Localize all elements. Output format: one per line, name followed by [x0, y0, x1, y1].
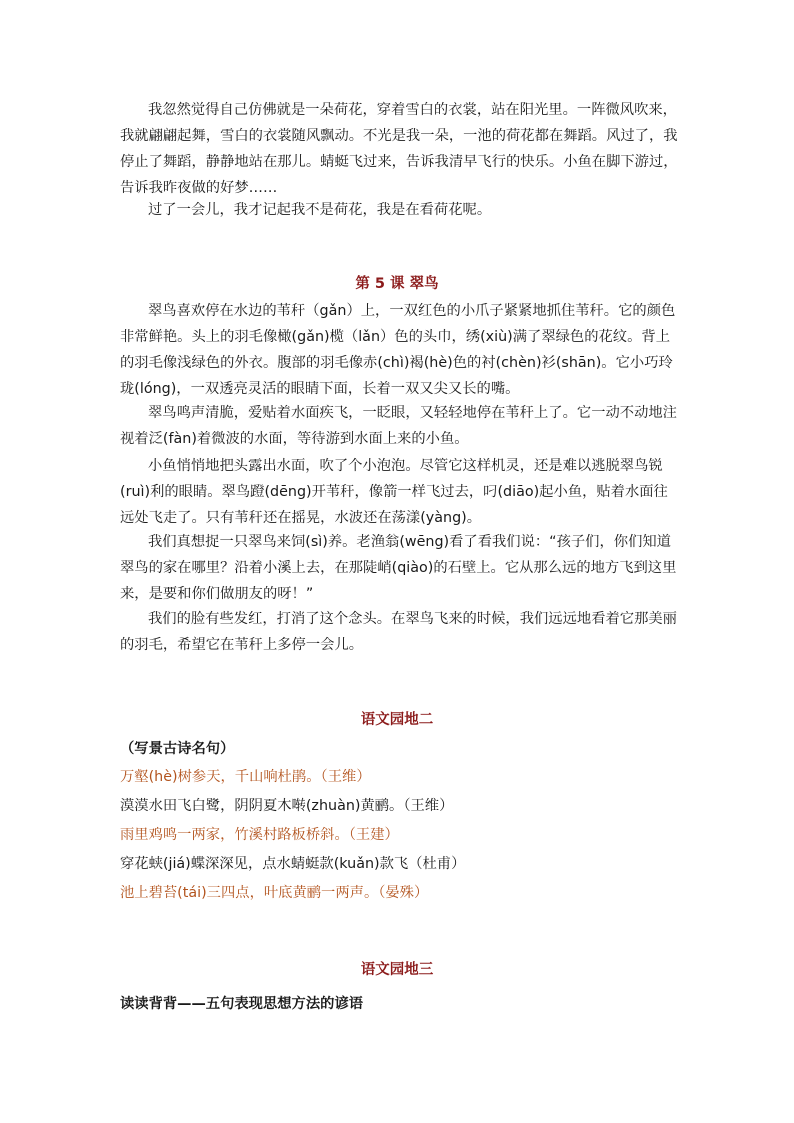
lesson-5-paragraph-3: 小鱼悄悄地把头露出水面，吹了个小泡泡。尽管它这样机灵，还是难以逃脱翠鸟锐(ruì)利的眼睛。翠鸟蹬(dēng)开苇秆，像箭一样飞过去，叼(diāo)起小鱼，贴着水面往远处飞走了。只有苇秆还在摇晃，水波还在荡漾(yàng)。 [120, 458, 668, 526]
lesson-5-title: 第 5 课 翠鸟 [355, 276, 439, 292]
poem-line-4: 穿花蛱(jiá)蝶深深见，点水蜻蜓款(kuǎn)款飞（杜甫） [120, 856, 466, 872]
garden-3-title: 语文园地三 [360, 962, 434, 978]
intro-paragraph-2: 过了一会儿，我才记起我不是荷花，我是在看荷花呢。 [148, 202, 492, 218]
poem-line-1: 万壑(hè)树参天，千山响杜鹃。（王维） [120, 769, 371, 785]
lesson-5-paragraph-5: 我们的脸有些发红，打消了这个念头。在翠鸟飞来的时候，我们远远地看着它那美丽的羽毛，希望它在苇秆上多停一会儿。 [120, 611, 677, 653]
lesson-5-paragraph-1: 翠鸟喜欢停在水边的苇秆（gǎn）上，一双红色的小爪子紧紧地抓住苇秆。它的颜色非常鲜艳。头上的羽毛像橄(gǎn)榄（lǎn）色的头巾，绣(xiù)满了翠绿色的花纹。背上的羽毛像浅绿色的外衣。腹部的羽毛像赤(chì)褐(hè)色的衬(chèn)衫(shān)。它小巧玲珑(lóng)，一双透亮灵活的眼睛下面，长着一双又尖又长的嘴。 [120, 303, 676, 397]
garden-3-subtitle: 读读背背——五句表现思想方法的谚语 [120, 996, 364, 1012]
lesson-5-paragraph-4: 我们真想捉一只翠鸟来饲(sì)养。老渔翁(wēng)看了看我们说：“孩子们，你们知道翠鸟的家在哪里？沿着小溪上去，在那陡峭(qiào)的石壁上。它从那么远的地方飞到这里来，是要和你们做朋友的呀！” [120, 534, 677, 602]
intro-paragraph-1: 我忽然觉得自己仿佛就是一朵荷花，穿着雪白的衣裳，站在阳光里。一阵微风吹来，我就翩翩起舞，雪白的衣裳随风飘动。不光是我一朵，一池的荷花都在舞蹈。风过了，我停止了舞蹈，静静地站在那儿。蜻蜓飞过来，告诉我清早飞行的快乐。小鱼在脚下游过，告诉我昨夜做的好梦…… [120, 102, 678, 196]
garden-2-subtitle: （写景古诗名句） [120, 741, 235, 757]
poem-line-5: 池上碧苔(tái)三四点，叶底黄鹂一两声。（晏殊） [120, 885, 429, 901]
poem-line-2: 漠漠水田飞白鹭，阴阴夏木啭(zhuàn)黄鹂。（王维） [120, 798, 454, 814]
poem-line-3: 雨里鸡鸣一两家，竹溪村路板桥斜。（王建） [120, 827, 399, 843]
garden-2-title: 语文园地二 [360, 712, 434, 728]
lesson-5-paragraph-2: 翠鸟鸣声清脆，爱贴着水面疾飞，一眨眼，又轻轻地停在苇秆上了。它一动不动地注视着泛(fàn)着微波的水面，等待游到水面上来的小鱼。 [120, 405, 677, 447]
